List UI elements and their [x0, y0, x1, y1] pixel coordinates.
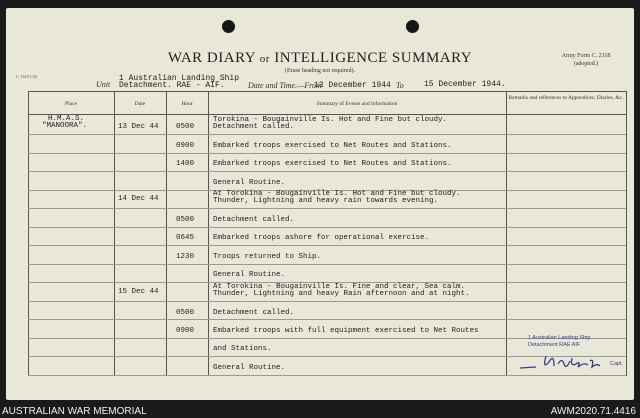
entry-summary: General Routine. [213, 179, 286, 187]
entry-summary: Troops returned to Ship. [213, 253, 322, 261]
table-top-border [28, 91, 626, 92]
rule-line [28, 171, 626, 172]
signatory-rank: Capt. [610, 361, 624, 367]
entry-hour: 1230 [176, 253, 195, 261]
rule-line [28, 245, 626, 246]
place-ship-name: "MANOORA". [42, 122, 88, 130]
column-header-place: Place [65, 101, 77, 107]
entry-date: 13 Dec 44 [118, 123, 159, 131]
rule-line [28, 208, 626, 209]
entry-summary: Embarked troops exercised to Net Routes and Stations. [213, 160, 452, 168]
entry-hour: 0500 [176, 216, 195, 224]
form-subtitle: (Erase heading not required). [285, 68, 355, 74]
unit-stamp-line2: Detachment RAE AIF [528, 342, 581, 348]
unit-stamp-line1: 1 Australian Landing Ship [528, 335, 591, 341]
rule-line [28, 301, 626, 302]
column-divider [626, 91, 627, 376]
entry-summary: Embarked troops ashore for operational exercise. [213, 234, 430, 242]
diary-page [6, 8, 634, 400]
rule-line [28, 319, 626, 320]
form-title [6, 50, 634, 67]
date-to-value: 15 December 1944. [424, 80, 506, 89]
column-header-summary: Summary of Events and Information [316, 101, 398, 107]
entry-date: 15 Dec 44 [118, 288, 159, 296]
rule-line [28, 264, 626, 265]
entry-hour: 0900 [176, 142, 195, 150]
title-or: or [259, 53, 270, 65]
entry-summary: Thunder, Lightning and heavy rain towards evening. [213, 197, 439, 205]
place-ship-prefix: H.M.A.S. [48, 115, 85, 123]
column-header-remarks: Remarks and references to Appendices, Diaries, &c. [508, 95, 624, 101]
entry-hour: 0500 [176, 123, 195, 131]
entry-summary: Embarked troops exercised to Net Routes and Stations. [213, 142, 452, 150]
army-form-label: Army Form C. 2118 [561, 53, 611, 59]
header-bottom-border [28, 114, 626, 115]
entry-summary: and Stations. [213, 345, 272, 353]
entry-hour: 0900 [176, 327, 195, 335]
entry-summary: At Torokina - Bougainville Is. Fine and clear, Sea calm. [213, 283, 466, 291]
entry-hour: 0500 [176, 309, 195, 317]
army-form-number [546, 52, 626, 68]
entry-summary: Detachment called. [213, 309, 295, 317]
rule-line [28, 153, 626, 154]
entry-summary: General Routine. [213, 364, 286, 372]
punch-hole [222, 20, 235, 33]
accession-number: AWM2020.71.4416 [550, 406, 636, 417]
archive-caption: AUSTRALIAN WAR MEMORIAL [2, 406, 147, 417]
entry-summary: General Routine. [213, 271, 286, 279]
rule-line [28, 375, 626, 376]
date-from-value: 13 December 1944 [314, 81, 391, 90]
entry-hour: 1400 [176, 160, 195, 168]
unit-name-line2: Detachment. RAE - AIF. [119, 81, 225, 90]
punch-hole [406, 20, 419, 33]
entry-hour: 0645 [176, 234, 195, 242]
title-intelligence-summary: INTELLIGENCE SUMMARY [274, 50, 473, 66]
title-war-diary: WAR DIARY [167, 50, 256, 66]
column-header-hour: Hour [181, 101, 193, 107]
entry-summary: At Torokina - Bougainville Is. Hot and Fine but cloudy. [213, 190, 461, 198]
entry-summary: Thunder, Lightning and heavy Rain afternoon and at night. [213, 290, 470, 298]
army-form-sub: (adopted.) [573, 61, 599, 67]
unit-label: Unit [96, 80, 111, 89]
print-code: C. 1629 1/44 [16, 74, 37, 79]
column-header-date: Date [134, 101, 146, 107]
signature-image [518, 348, 614, 374]
unit-name-line1: 1 Australian Landing Ship [119, 74, 240, 83]
entry-date: 14 Dec 44 [118, 195, 159, 203]
entry-summary: Embarked troops with full equipment exercised to Net Routes [213, 327, 479, 335]
rule-line [28, 227, 626, 228]
entry-summary: Detachment called. [213, 216, 295, 224]
date-to-label: To [396, 81, 404, 90]
rule-line [28, 134, 626, 135]
entry-summary: Torokina - Bougainville Is. Hot and Fine but cloudy. [213, 116, 448, 124]
date-from-label: Date and Time.—From [248, 81, 322, 90]
entry-summary: Detachment called. [213, 123, 295, 131]
